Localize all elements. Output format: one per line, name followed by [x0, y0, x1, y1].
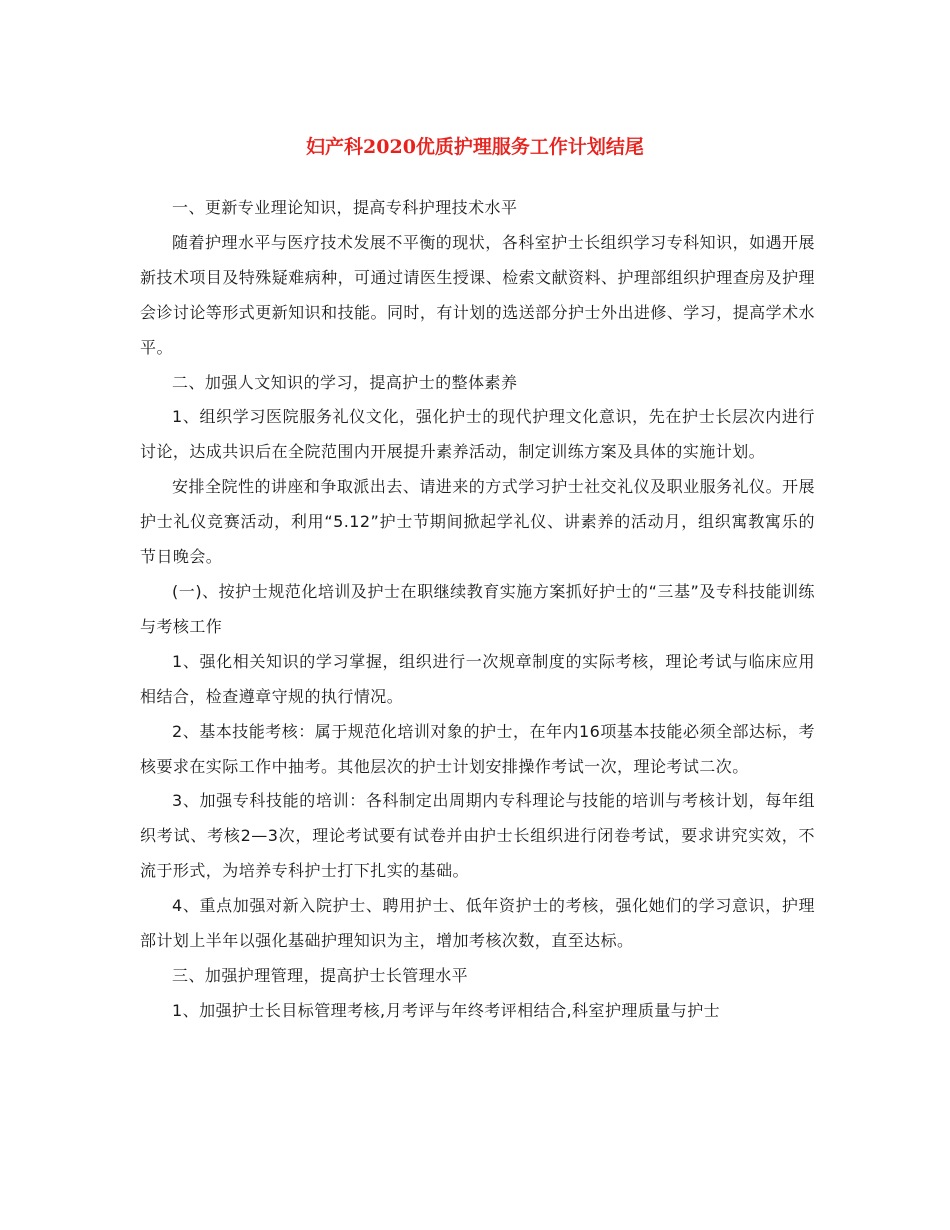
paragraph-etiquette-activities: 安排全院性的讲座和争取派出去、请进来的方式学习护士社交礼仪及职业服务礼仪。开展护士礼仪竞赛活动，利用“5.12”护士节期间掀起学礼仪、讲素养的活动月，组织寓教寓乐的节日晚会。 — [140, 477, 815, 567]
heading-subsection-1: (一)、按护士规范化培训及护士在职继续教育实施方案抓好护士的“三基”及专科技能训练与考核工作 — [140, 581, 815, 636]
paragraph-knowledge-update: 随着护理水平与医疗技术发展不平衡的现状，各科室护士长组织学习专科知识，如遇开展新技术项目及特殊疑难病种，可通过请医生授课、检索文献资料、护理部组织护理查房及护理会诊讨论等形式更新知识和技能。同时，有计划的选送部分护士外出进修、学习，提高学术水平。 — [140, 232, 815, 357]
paragraph-head-nurse-management: 1、加强护士长目标管理考核,月考评与年终考评相结合,科室护理质量与护士 — [172, 1000, 721, 1020]
heading-section-1: 一、更新专业理论知识，提高专科护理技术水平 — [172, 198, 518, 217]
paragraph-specialty-training: 3、加强专科技能的培训：各科制定出周期内专科理论与技能的培训与考核计划，每年组织考试、考核2—3次，理论考试要有试卷并由护士长组织进行闭卷考试，要求讲究实效，不流于形式，为培养专科护士打下扎实的基础。 — [140, 791, 815, 881]
paragraph-new-nurse-assessment: 4、重点加强对新入院护士、聘用护士、低年资护士的考核，强化她们的学习意识，护理部计划上半年以强化基础护理知识为主，增加考核次数，直至达标。 — [140, 896, 815, 951]
document-body — [140, 191, 815, 1029]
paragraph-knowledge-assessment: 1、强化相关知识的学习掌握，组织进行一次规章制度的实际考核，理论考试与临床应用相结合，检查遵章守规的执行情况。 — [140, 651, 815, 706]
heading-section-3: 三、加强护理管理，提高护士长管理水平 — [172, 965, 469, 985]
document-title: 妇产科2020优质护理服务工作计划结尾 — [306, 135, 644, 158]
heading-section-2: 二、加强人文知识的学习，提高护士的整体素养 — [172, 372, 518, 392]
paragraph-basic-skills: 2、基本技能考核：属于规范化培训对象的护士，在年内16项基本技能必须全部达标，考核要求在实际工作中抽考。其他层次的护士计划安排操作考试一次，理论考试二次。 — [140, 721, 815, 776]
paragraph-etiquette-culture: 1、组织学习医院服务礼仪文化，强化护士的现代护理文化意识，先在护士长层次内进行讨论，达成共识后在全院范围内开展提升素养活动，制定训练方案及具体的实施计划。 — [140, 407, 815, 462]
